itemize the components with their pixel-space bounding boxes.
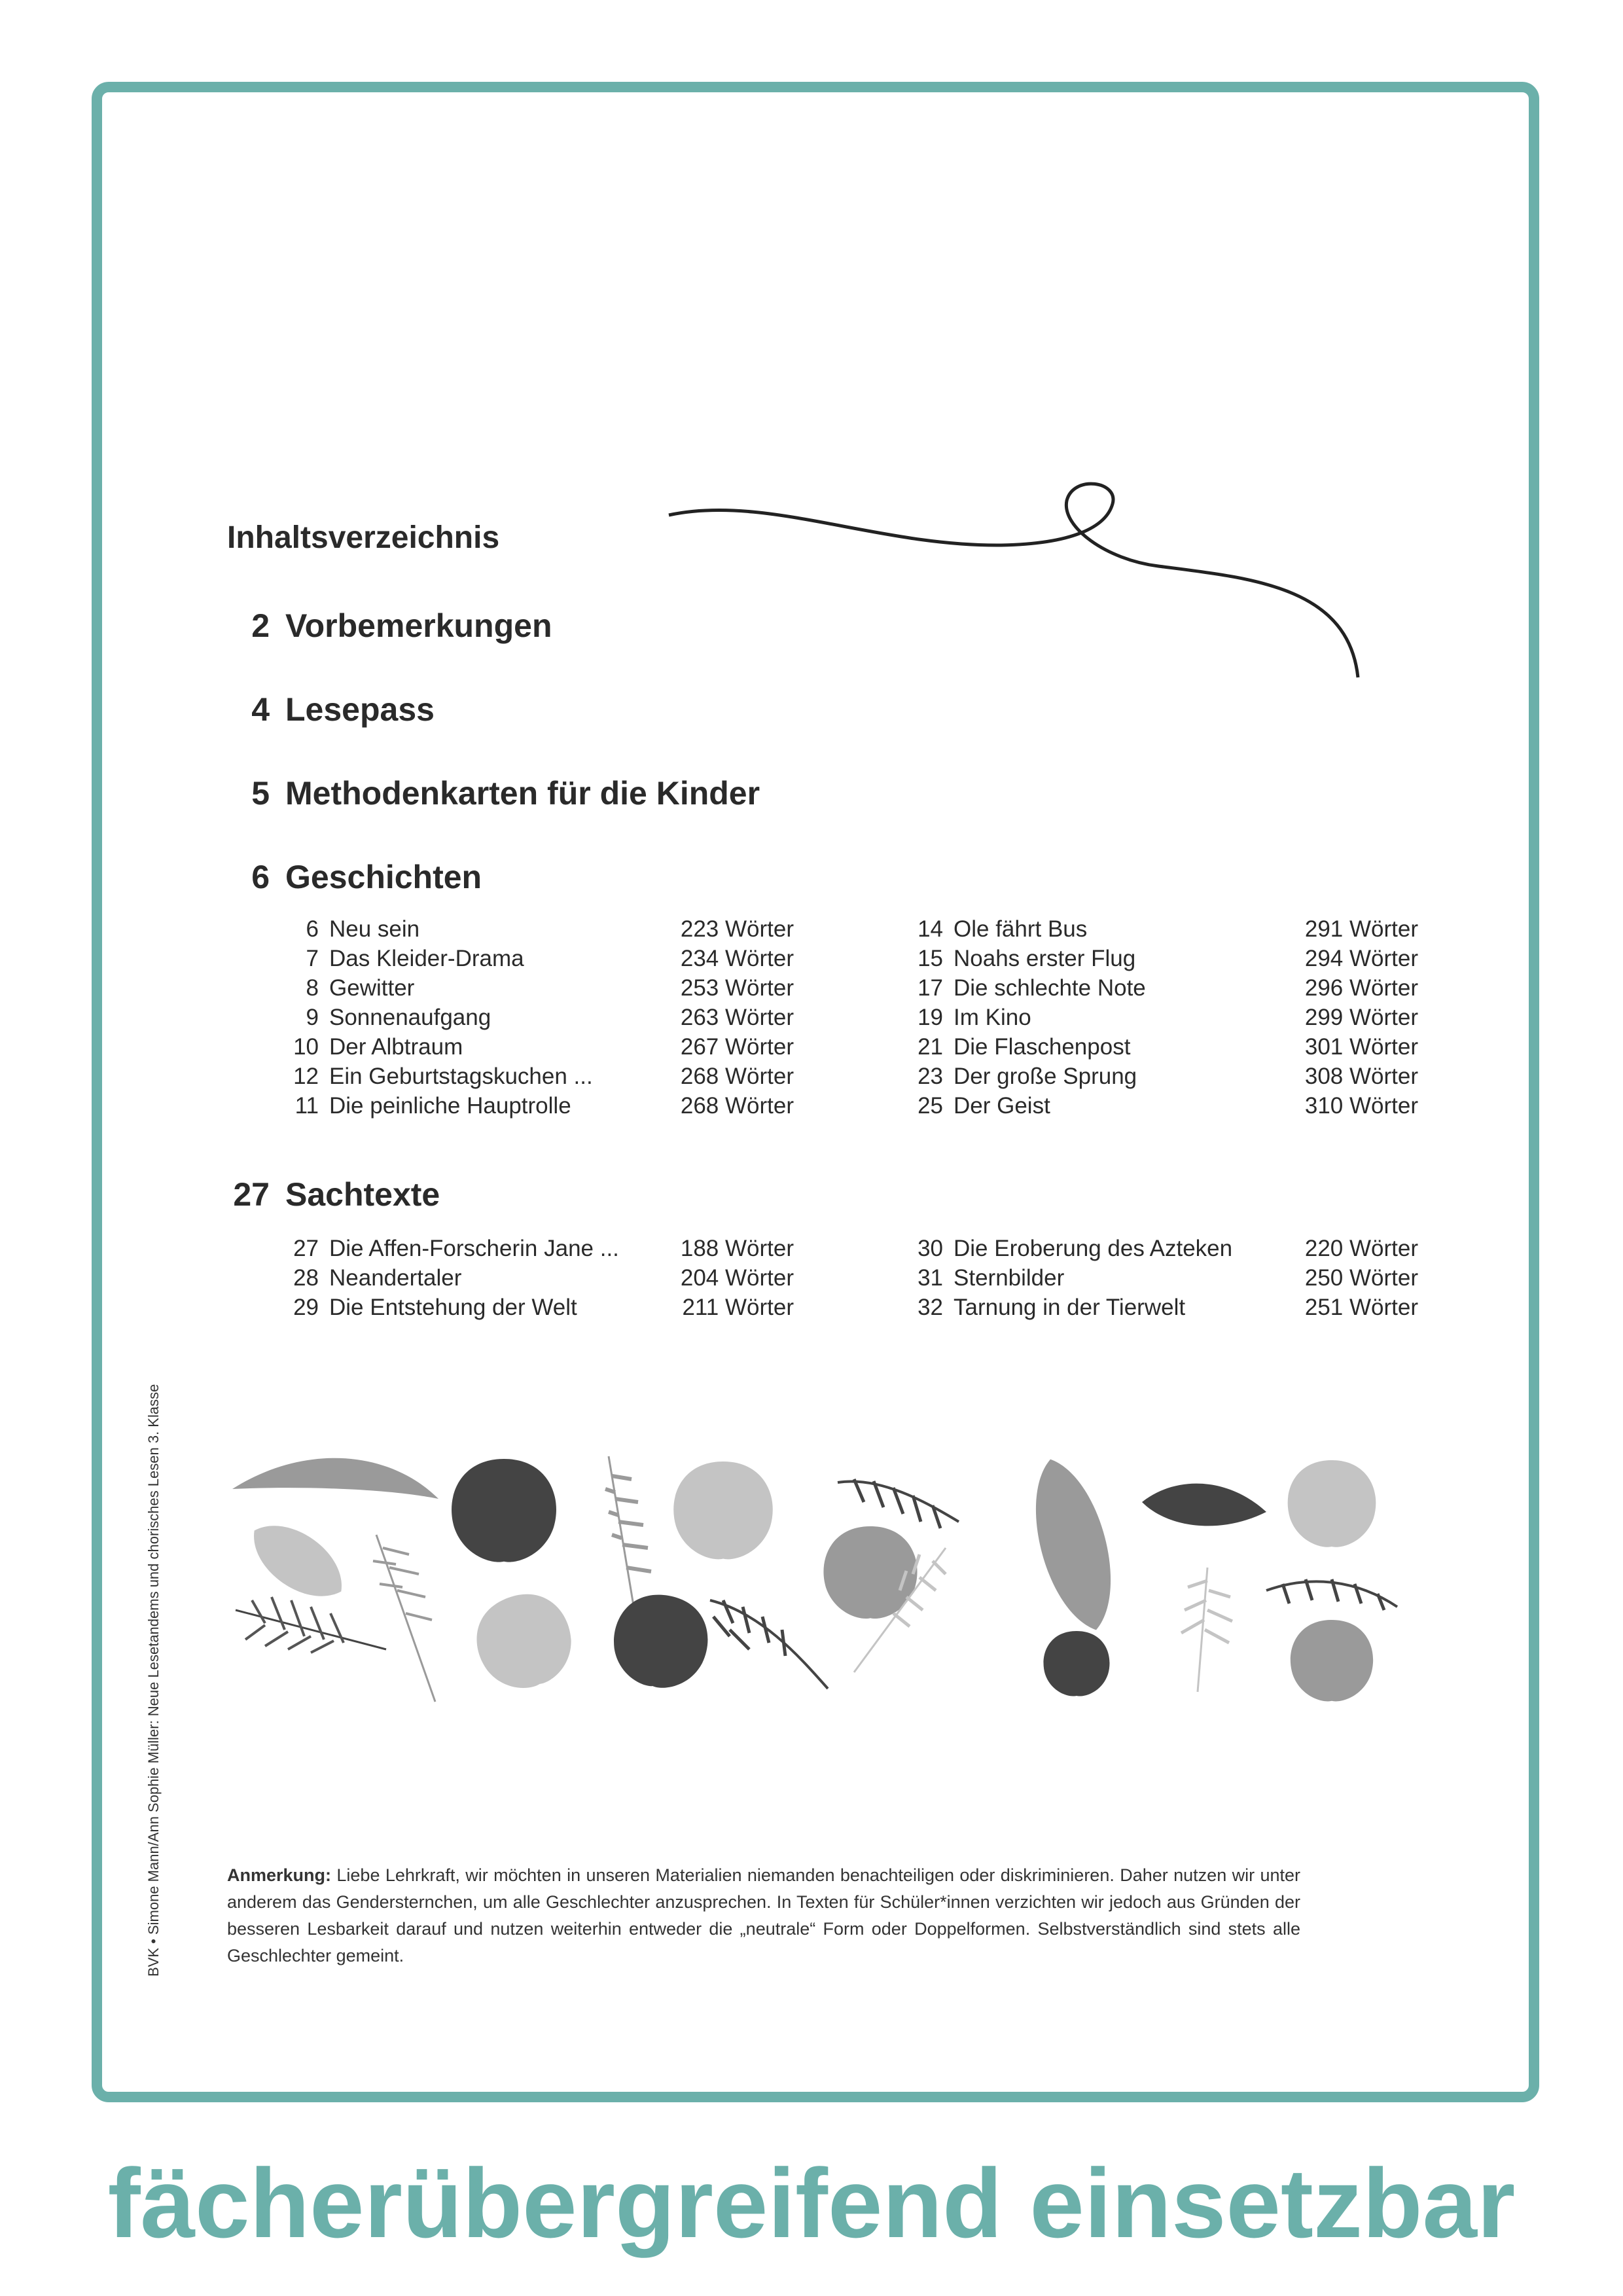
item-words: 296 Wörter	[1304, 975, 1418, 1001]
item-words: 220 Wörter	[1304, 1236, 1418, 1261]
list-item	[270, 973, 794, 1003]
item-title: Sonnenaufgang	[329, 1005, 491, 1030]
item-title: Tarnung in der Tierwelt	[954, 1295, 1186, 1320]
monstera-leaf-icon	[1288, 1460, 1376, 1547]
item-words: 211 Wörter	[682, 1295, 794, 1320]
section-number: 2	[251, 607, 270, 644]
item-page: 17	[918, 975, 943, 1001]
list-item	[894, 1062, 1418, 1091]
list-item	[270, 1263, 794, 1293]
item-page: 29	[293, 1295, 319, 1320]
item-title: Sternbilder	[954, 1265, 1065, 1291]
item-page: 15	[918, 946, 943, 971]
monstera-leaf-icon	[1291, 1620, 1373, 1701]
palm-leaf-icon	[838, 1479, 959, 1528]
item-title: Ole fährt Bus	[954, 916, 1088, 942]
leaves-illustration	[226, 1450, 1404, 1705]
item-title: Im Kino	[954, 1005, 1031, 1030]
section-number: 4	[251, 691, 270, 728]
palm-leaf-icon	[1266, 1579, 1397, 1610]
item-page: 12	[293, 1064, 319, 1089]
list-item	[270, 1032, 794, 1062]
item-page: 9	[306, 1005, 319, 1030]
section-sachtexte	[209, 1175, 440, 1213]
item-words: 223 Wörter	[680, 916, 794, 942]
monstera-leaf-icon	[464, 1582, 584, 1700]
item-title: Die peinliche Hauptrolle	[329, 1093, 571, 1119]
list-item	[894, 1234, 1418, 1263]
item-title: Das Kleider-Drama	[329, 946, 524, 971]
leaf-icon	[239, 1509, 356, 1613]
item-words: 251 Wörter	[1304, 1295, 1418, 1320]
palm-leaf-icon	[373, 1535, 435, 1702]
item-title: Neu sein	[329, 916, 420, 942]
item-page: 21	[918, 1034, 943, 1060]
item-words: 204 Wörter	[680, 1265, 794, 1291]
item-words: 234 Wörter	[680, 946, 794, 971]
item-page: 8	[306, 975, 319, 1001]
item-words: 253 Wörter	[680, 975, 794, 1001]
decorative-swirl	[661, 468, 1368, 687]
item-page: 28	[293, 1265, 319, 1291]
item-page: 31	[918, 1265, 943, 1291]
list-item	[270, 1234, 794, 1263]
list-item	[894, 914, 1418, 944]
section-label: Lesepass	[285, 691, 435, 728]
list-item	[894, 973, 1418, 1003]
item-words: 310 Wörter	[1304, 1093, 1418, 1119]
monstera-leaf-icon	[607, 1588, 715, 1695]
side-credit: BVK • Simone Mann/Ann Sophie Müller: Neue Lesetandems und chorisches Lesen 3. Klasse	[145, 1384, 162, 1977]
item-title: Noahs erster Flug	[954, 946, 1136, 971]
list-item	[894, 1293, 1418, 1322]
note-text: Liebe Lehrkraft, wir möchten in unseren Materialien niemanden benachteiligen oder diskriminieren. Daher nutzen wir unter anderem das Gendersternchen, um alle Geschlechter anzusprechen. In Texten für Schüler*innen verzichten wir jedoch aus Gründen der besseren Lesbarkeit darauf und nutzen weiterhin entweder die „neutrale“ Form oder Doppelformen. Selbstverständlich sind stets alle Geschlechter gemeint.	[227, 1865, 1300, 1965]
item-words: 188 Wörter	[680, 1236, 794, 1261]
leaf-icon	[232, 1458, 438, 1499]
note-label: Anmerkung:	[227, 1865, 332, 1885]
list-item	[270, 944, 794, 973]
item-title: Die Affen-Forscherin Jane ...	[329, 1236, 619, 1261]
item-words: 299 Wörter	[1304, 1005, 1418, 1030]
item-title: Die schlechte Note	[954, 975, 1146, 1001]
monstera-leaf-icon	[1043, 1631, 1109, 1696]
list-item	[894, 1003, 1418, 1032]
item-page: 10	[293, 1034, 319, 1060]
item-page: 23	[918, 1064, 943, 1089]
section-number: 5	[251, 775, 270, 812]
item-words: 301 Wörter	[1304, 1034, 1418, 1060]
item-title: Der große Sprung	[954, 1064, 1137, 1089]
item-title: Der Albtraum	[329, 1034, 463, 1060]
item-page: 7	[306, 946, 319, 971]
item-words: 267 Wörter	[680, 1034, 794, 1060]
item-words: 294 Wörter	[1304, 946, 1418, 971]
item-page: 14	[918, 916, 943, 942]
item-title: Gewitter	[329, 975, 415, 1001]
item-words: 308 Wörter	[1304, 1064, 1418, 1089]
page-title: Inhaltsverzeichnis	[227, 520, 500, 555]
item-words: 268 Wörter	[680, 1064, 794, 1089]
section-geschichten	[209, 858, 482, 896]
list-item	[894, 944, 1418, 973]
palm-leaf-icon	[710, 1600, 828, 1689]
list-item	[270, 1062, 794, 1091]
item-title: Die Entstehung der Welt	[329, 1295, 577, 1320]
section-label: Sachtexte	[285, 1176, 440, 1213]
list-item	[894, 1263, 1418, 1293]
list-item	[894, 1032, 1418, 1062]
palm-leaf-icon	[1181, 1568, 1232, 1692]
section-number: 27	[233, 1176, 270, 1213]
list-item	[270, 1293, 794, 1322]
item-title: Die Eroberung des Azteken	[954, 1236, 1233, 1261]
section-vorbemerkungen	[209, 607, 552, 645]
palm-leaf-icon	[236, 1597, 386, 1653]
item-words: 268 Wörter	[680, 1093, 794, 1119]
item-words: 250 Wörter	[1304, 1265, 1418, 1291]
item-title: Die Flaschenpost	[954, 1034, 1131, 1060]
item-title: Der Geist	[954, 1093, 1050, 1119]
list-item	[270, 914, 794, 944]
list-item	[270, 1003, 794, 1032]
list-item	[894, 1091, 1418, 1121]
item-page: 25	[918, 1093, 943, 1119]
item-page: 27	[293, 1236, 319, 1261]
banner-text: fächerübergreifend einsetzbar	[107, 2148, 1516, 2258]
item-title: Ein Geburtstagskuchen ...	[329, 1064, 593, 1089]
monstera-leaf-icon	[673, 1462, 773, 1559]
monstera-leaf-icon	[452, 1459, 556, 1562]
item-page: 19	[918, 1005, 943, 1030]
fern-leaf-icon	[605, 1456, 651, 1613]
item-page: 30	[918, 1236, 943, 1261]
item-page: 6	[306, 916, 319, 942]
item-words: 263 Wörter	[680, 1005, 794, 1030]
section-label: Geschichten	[285, 859, 482, 895]
section-label: Methodenkarten für die Kinder	[285, 775, 760, 812]
section-methodenkarten	[209, 774, 760, 812]
item-page: 11	[294, 1093, 319, 1119]
leaf-icon	[1142, 1484, 1266, 1526]
item-title: Neandertaler	[329, 1265, 462, 1291]
section-label: Vorbemerkungen	[285, 607, 552, 644]
list-item	[270, 1091, 794, 1121]
section-number: 6	[251, 859, 270, 895]
item-page: 32	[918, 1295, 943, 1320]
section-lesepass	[209, 691, 435, 728]
leaf-icon	[1019, 1451, 1128, 1638]
item-words: 291 Wörter	[1304, 916, 1418, 942]
note-block	[227, 1862, 1300, 1969]
